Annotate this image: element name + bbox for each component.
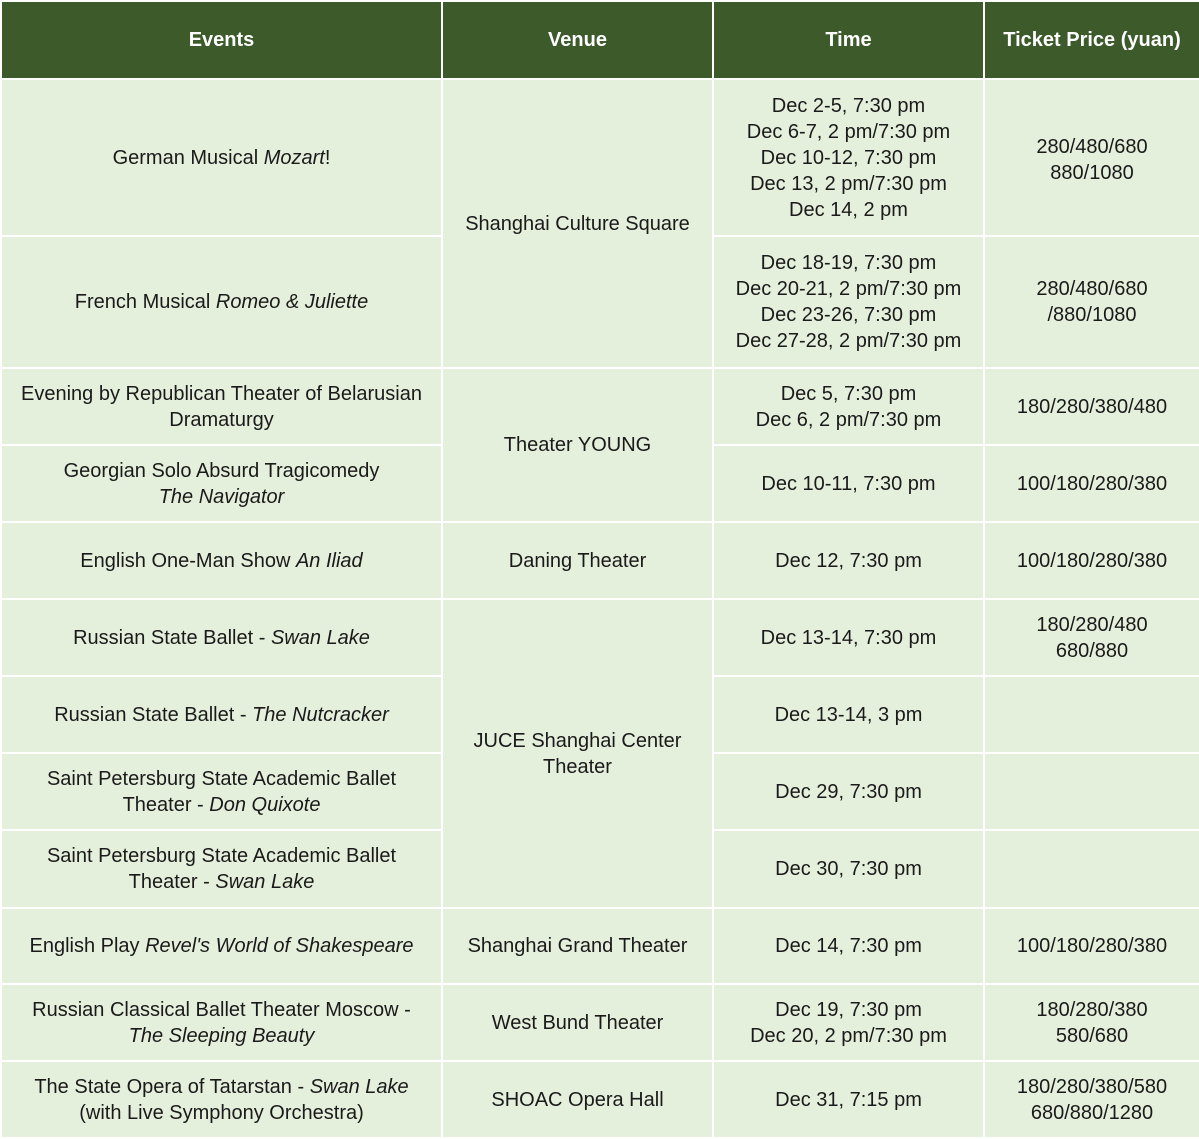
event-cell: [1, 599, 442, 676]
event-cell: [1, 522, 442, 599]
price-cell: [984, 599, 1199, 676]
price-line: 180/280/380/480: [1016, 395, 1168, 418]
price-line: 280/480/680: [1036, 278, 1148, 300]
time-cell: [713, 753, 984, 830]
event-line: Dramaturgy: [169, 408, 274, 431]
time-line: Dec 14, 7:30 pm: [775, 935, 922, 957]
venue-cell: [442, 984, 713, 1061]
event-prefix: German Musical: [112, 146, 264, 169]
price-cell: [984, 908, 1199, 984]
table-row: [1, 599, 1199, 676]
time-cell: [713, 908, 984, 984]
price-cell-empty: [984, 830, 1199, 908]
event-cell: [1, 445, 442, 522]
price-line: 580/680: [1055, 1024, 1129, 1047]
price-line: 100/180/280/380: [1016, 472, 1168, 495]
price-cell: [984, 236, 1199, 368]
event-suffix: !: [324, 146, 331, 169]
table-row: [1, 984, 1199, 1061]
time-line: Dec 23-26, 7:30 pm: [760, 304, 937, 326]
venue-cell: [442, 368, 713, 522]
time-line: Dec 20, 2 pm/7:30 pm: [750, 1024, 947, 1047]
header-time: Time: [713, 1, 984, 79]
event-title: Revel's World of Shakespeare: [145, 935, 414, 957]
table-row: [1, 1061, 1199, 1138]
time-line: Dec 14, 2 pm: [789, 198, 908, 221]
venue-line: Theater: [543, 755, 612, 778]
event-line: Evening by Republican Theater of Belarusian: [21, 382, 422, 405]
event-prefix: English One-Man Show: [80, 549, 296, 572]
event-line-2: [8, 792, 435, 818]
price-cell: [984, 79, 1199, 236]
price-cell: [984, 522, 1199, 599]
venue-line: JUCE Shanghai Center: [473, 729, 682, 752]
venue-cell: [442, 1061, 713, 1138]
event-line: Russian Classical Ballet Theater Moscow -: [32, 998, 411, 1021]
event-prefix: Russian State Ballet -: [54, 703, 253, 726]
time-line: Dec 6-7, 2 pm/7:30 pm: [746, 120, 951, 143]
venue-name: Shanghai Culture Square: [465, 212, 690, 235]
price-cell-empty: [984, 676, 1199, 753]
price-line: 180/280/480: [1036, 614, 1148, 636]
event-title: Swan Lake: [215, 871, 315, 893]
event-cell: [1, 368, 442, 445]
time-cell: [713, 984, 984, 1061]
time-cell: [713, 79, 984, 236]
price-line: /880/1080: [1047, 304, 1137, 326]
price-cell: [984, 984, 1199, 1061]
price-cell-empty: [984, 753, 1199, 830]
event-line-2: [8, 869, 435, 895]
table-row: [1, 522, 1199, 599]
event-title: An Iliad: [295, 549, 363, 572]
event-prefix: The State Opera of Tatarstan -: [34, 1075, 310, 1098]
time-cell: [713, 599, 984, 676]
event-cell: [1, 908, 442, 984]
event-cell: [1, 984, 442, 1061]
event-title: The Sleeping Beauty: [128, 1024, 315, 1047]
price-line: 180/280/380/580: [1016, 1075, 1168, 1098]
header-price: Ticket Price (yuan): [984, 1, 1199, 79]
price-line: 100/180/280/380: [1016, 935, 1168, 957]
event-title: Romeo & Juliette: [215, 291, 369, 313]
event-line: Saint Petersburg State Academic Ballet: [46, 767, 397, 790]
time-line: Dec 19, 7:30 pm: [775, 998, 922, 1021]
price-cell: [984, 368, 1199, 445]
time-cell: [713, 1061, 984, 1138]
event-cell: [1, 753, 442, 830]
event-cell: [1, 1061, 442, 1138]
time-line: Dec 13-14, 3 pm: [774, 703, 923, 726]
venue-name: Daning Theater: [508, 549, 647, 572]
table-row: [1, 79, 1199, 236]
time-cell: [713, 522, 984, 599]
time-line: Dec 29, 7:30 pm: [775, 780, 922, 803]
price-line: 280/480/680: [1036, 136, 1148, 158]
event-cell: [1, 676, 442, 753]
time-line: Dec 6, 2 pm/7:30 pm: [755, 408, 942, 431]
time-cell: [713, 236, 984, 368]
time-line: Dec 10-12, 7:30 pm: [760, 146, 937, 169]
header-row: [1, 1, 1199, 79]
time-line: Dec 2-5, 7:30 pm: [771, 94, 926, 117]
time-line: Dec 10-11, 7:30 pm: [761, 472, 936, 495]
venue-name: SHOAC Opera Hall: [491, 1088, 664, 1111]
event-title: Swan Lake: [270, 626, 370, 649]
venue-cell: [442, 79, 713, 368]
time-cell: [713, 676, 984, 753]
event-title: Don Quixote: [209, 793, 321, 816]
price-cell: [984, 1061, 1199, 1138]
price-line: 100/180/280/380: [1016, 549, 1168, 572]
header-venue: Venue: [442, 1, 713, 79]
event-line: Georgian Solo Absurd Tragicomedy: [63, 459, 380, 482]
time-line: Dec 13-14, 7:30 pm: [760, 626, 937, 649]
table-row: [1, 908, 1199, 984]
event-prefix: Theater -: [128, 871, 216, 893]
event-prefix: English Play: [29, 935, 146, 957]
time-line: Dec 18-19, 7:30 pm: [760, 252, 937, 274]
event-line-1: [8, 1074, 435, 1100]
venue-cell: [442, 599, 713, 908]
event-title: The Nutcracker: [252, 703, 389, 726]
time-line: Dec 30, 7:30 pm: [775, 858, 922, 880]
venue-name: Theater YOUNG: [503, 434, 652, 456]
event-cell: [1, 236, 442, 368]
time-cell: [713, 445, 984, 522]
time-line: Dec 31, 7:15 pm: [775, 1088, 922, 1111]
event-prefix: Russian State Ballet -: [73, 626, 271, 649]
venue-cell: [442, 522, 713, 599]
event-line: Saint Petersburg State Academic Ballet: [46, 845, 397, 867]
event-cell: [1, 79, 442, 236]
time-cell: [713, 368, 984, 445]
time-line: Dec 5, 7:30 pm: [780, 382, 917, 405]
venue-name: Shanghai Grand Theater: [467, 935, 688, 957]
price-line: 680/880: [1055, 640, 1129, 662]
price-line: 180/280/380: [1036, 998, 1148, 1021]
time-line: Dec 12, 7:30 pm: [775, 549, 922, 572]
price-cell: [984, 445, 1199, 522]
table-row: [1, 368, 1199, 445]
price-line: 880/1080: [1050, 162, 1134, 184]
event-title: Swan Lake: [309, 1075, 409, 1098]
event-cell: [1, 830, 442, 908]
venue-cell: [442, 908, 713, 984]
event-line: (with Live Symphony Orchestra): [79, 1101, 364, 1124]
header-events: Events: [1, 1, 442, 79]
time-line: Dec 13, 2 pm/7:30 pm: [750, 172, 947, 195]
event-prefix: Theater -: [122, 793, 210, 816]
event-title: Mozart: [263, 146, 325, 169]
time-line: Dec 27-28, 2 pm/7:30 pm: [735, 330, 962, 352]
venue-name: West Bund Theater: [491, 1011, 664, 1034]
time-line: Dec 20-21, 2 pm/7:30 pm: [735, 278, 962, 300]
event-title: The Navigator: [158, 485, 285, 508]
time-cell: [713, 830, 984, 908]
event-prefix: French Musical: [74, 291, 216, 313]
price-line: 680/880/1280: [1030, 1101, 1154, 1124]
